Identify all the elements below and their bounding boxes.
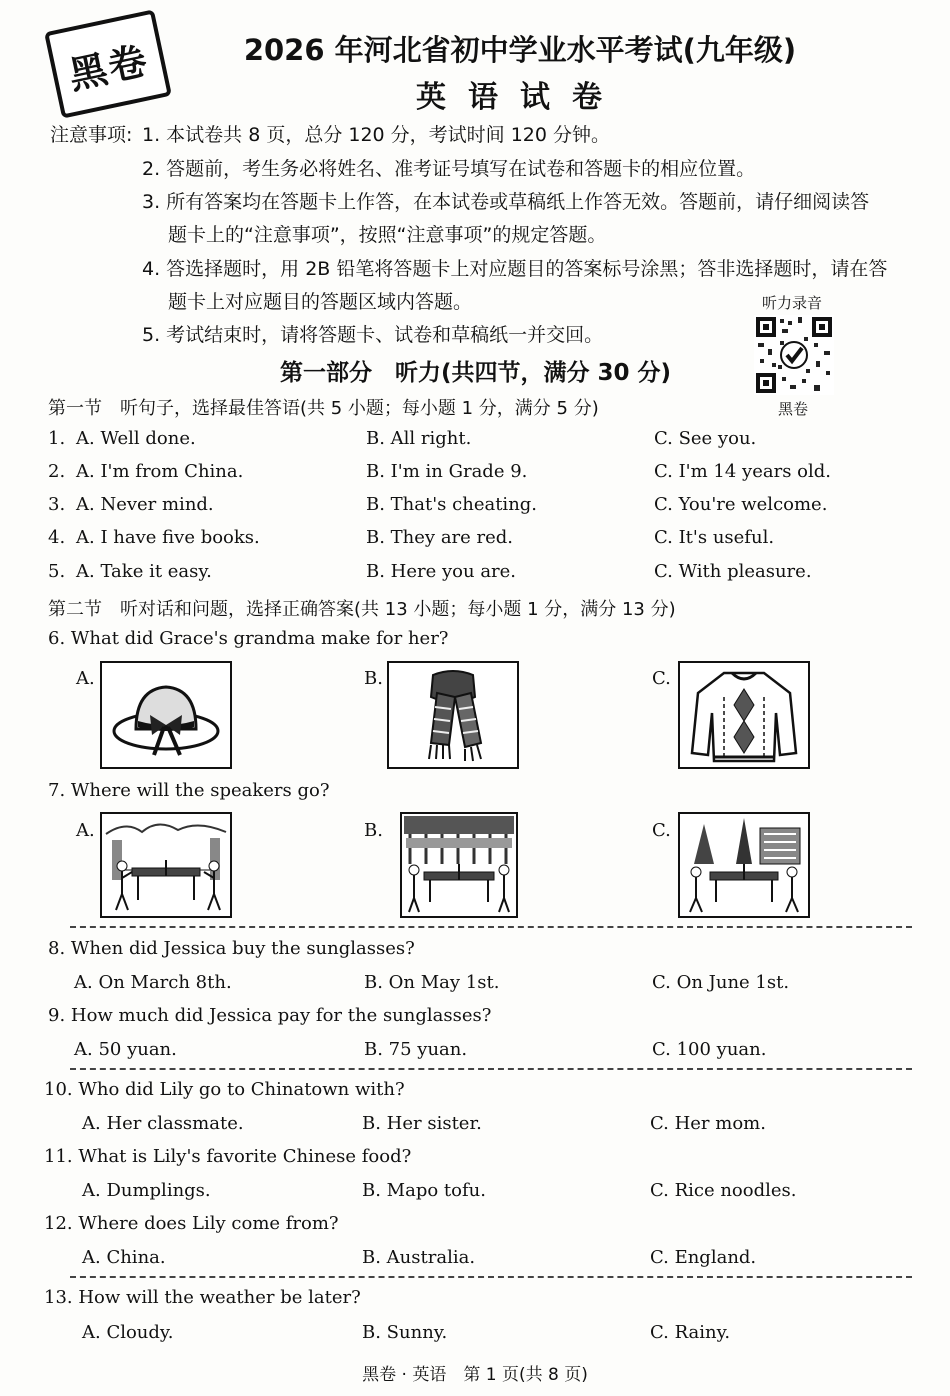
picture-option-letter: C. <box>652 668 671 689</box>
question-number: 2. <box>48 461 66 482</box>
option-c: C. You're welcome. <box>654 494 828 515</box>
exam-subtitle: 英语试卷 <box>416 80 624 115</box>
option-b: B. That's cheating. <box>366 494 538 515</box>
qr-code-icon[interactable] <box>754 315 834 395</box>
note-item: 1. 本试卷共 8 页，总分 120 分，考试时间 120 分钟。 <box>142 124 611 146</box>
question-text: 10. Who did Lily go to Chinatown with? <box>44 1079 405 1100</box>
note-item: 4. 答选择题时，用 2B 铅笔将答题卡上对应题目的答案标号涂黑；答非选择题时，请在答 <box>142 258 888 280</box>
option-b: B. Mapo tofu. <box>362 1180 486 1201</box>
note-item: 3. 所有答案均在答题卡上作答，在本试卷或草稿纸上作答无效。答题前，请仔细阅读答 <box>142 191 870 213</box>
option-b: B. On May 1st. <box>364 972 500 993</box>
option-c: C. It's useful. <box>654 527 775 548</box>
dashed-divider <box>70 1276 912 1278</box>
scarf-icon <box>389 663 517 767</box>
option-c: C. Her mom. <box>650 1113 766 1134</box>
question-text: 9. How much did Jessica pay for the sunglasses? <box>48 1005 492 1026</box>
option-c: C. Rainy. <box>650 1322 731 1343</box>
option-b: B. Here you are. <box>366 561 517 582</box>
qr-bottom-label: 黑卷 <box>778 400 809 418</box>
option-c: C. England. <box>650 1247 757 1268</box>
sweater-icon <box>680 663 808 767</box>
picture-option-letter: B. <box>364 668 383 689</box>
question-number: 5. <box>48 561 66 582</box>
option-a: A. China. <box>82 1247 166 1268</box>
note-item: 2. 答题前，考生务必将姓名、准考证号填写在试卷和答题卡的相应位置。 <box>142 158 756 180</box>
part-title: 第一部分 听力(共四节，满分 30 分) <box>280 360 672 386</box>
question-number: 1. <box>48 428 66 449</box>
picture-option-a <box>100 812 232 918</box>
exam-title: 2026 年河北省初中学业水平考试(九年级) <box>243 33 797 67</box>
question-number: 3. <box>48 494 66 515</box>
option-a: A. On March 8th. <box>74 972 232 993</box>
hall-pingpong-icon <box>402 814 516 916</box>
question-text: 6. What did Grace's grandma make for her? <box>48 628 449 649</box>
note-item: 5. 考试结束时，请将答题卡、试卷和草稿纸一并交回。 <box>142 324 604 346</box>
option-a: A. Cloudy. <box>82 1322 174 1343</box>
option-b: B. Sunny. <box>362 1322 448 1343</box>
picture-option-b <box>387 661 519 769</box>
option-c: C. See you. <box>654 428 757 449</box>
picture-option-c <box>678 661 810 769</box>
picture-option-letter: A. <box>76 668 95 689</box>
building-pingpong-icon <box>680 814 808 916</box>
qr-top-label: 听力录音 <box>762 294 823 312</box>
notes-label: 注意事项: <box>50 124 133 146</box>
picture-option-letter: B. <box>364 820 383 841</box>
option-b: B. All right. <box>366 428 472 449</box>
question-text: 12. Where does Lily come from? <box>44 1213 339 1234</box>
option-a: A. 50 yuan. <box>74 1039 177 1060</box>
picture-option-a <box>100 661 232 769</box>
option-a: A. Dumplings. <box>82 1180 211 1201</box>
note-item: 题卡上对应题目的答题区域内答题。 <box>168 291 473 313</box>
option-a: A. Well done. <box>76 428 196 449</box>
option-b: B. Australia. <box>362 1247 476 1268</box>
picture-option-c <box>678 812 810 918</box>
section-heading: 第二节 听对话和问题，选择正确答案(共 13 小题；每小题 1 分，满分 13 分) <box>48 599 676 620</box>
page-footer: 黑卷 · 英语 第 1 页(共 8 页) <box>362 1365 588 1385</box>
picture-option-letter: C. <box>652 820 671 841</box>
question-text: 8. When did Jessica buy the sunglasses? <box>48 938 415 959</box>
option-a: A. Take it easy. <box>76 561 212 582</box>
option-a: A. I'm from China. <box>76 461 244 482</box>
option-a: A. Her classmate. <box>82 1113 244 1134</box>
playground-pingpong-icon <box>102 814 230 916</box>
option-c: C. With pleasure. <box>654 561 812 582</box>
question-text: 7. Where will the speakers go? <box>48 780 330 801</box>
option-a: A. I have five books. <box>76 527 260 548</box>
note-item: 题卡上的“注意事项”，按照“注意事项”的规定答题。 <box>168 224 607 246</box>
option-c: C. 100 yuan. <box>652 1039 767 1060</box>
option-c: C. I'm 14 years old. <box>654 461 832 482</box>
option-c: C. On June 1st. <box>652 972 790 993</box>
option-b: B. They are red. <box>366 527 514 548</box>
option-b: B. 75 yuan. <box>364 1039 468 1060</box>
picture-option-letter: A. <box>76 820 95 841</box>
picture-option-b <box>400 812 518 918</box>
section-heading: 第一节 听句子，选择最佳答语(共 5 小题；每小题 1 分，满分 5 分) <box>48 398 599 419</box>
dashed-divider <box>70 926 912 928</box>
option-a: A. Never mind. <box>76 494 214 515</box>
option-b: B. I'm in Grade 9. <box>366 461 528 482</box>
option-b: B. Her sister. <box>362 1113 482 1134</box>
question-text: 11. What is Lily's favorite Chinese food? <box>44 1146 412 1167</box>
brand-badge: 黑卷 <box>44 9 172 118</box>
dashed-divider <box>70 1068 912 1070</box>
question-number: 4. <box>48 527 66 548</box>
option-c: C. Rice noodles. <box>650 1180 797 1201</box>
question-text: 13. How will the weather be later? <box>44 1287 361 1308</box>
hat-icon <box>102 663 230 767</box>
